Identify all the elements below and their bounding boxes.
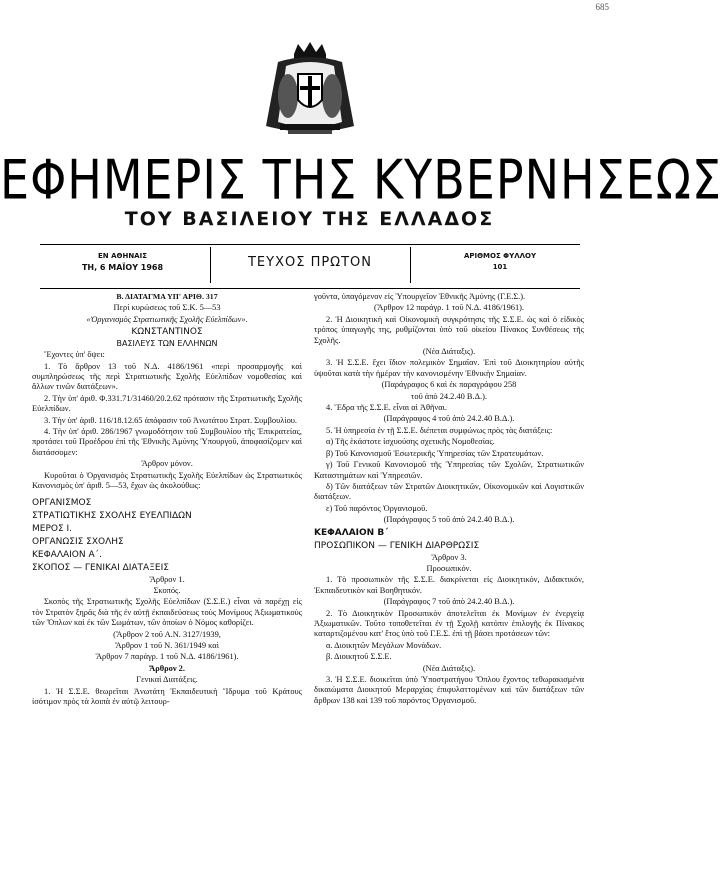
continued-text: γοῦντα, ὑπαγόμενον εἰς Ὑπουργεῖον Ἐθνικῆς Ἀμύνης (Γ.Ε.Σ.).	[314, 292, 526, 301]
article-1-text: Σκοπὸς τῆς Στρατιωτικῆς Σχολῆς Εὐελπίδων (Σ.Σ.Ε.) εἶναι νὰ παρέχῃ εἰς τὸν Στρατὸν ξηρᾶς διὰ τῆς ἐν αὐτῇ ἐκπαιδεύσεως τοὺς Μονίμους Ἀξιωματικοὺς τῶν Ὅπλων καὶ ἐκ τῶν Σωμάτων, τῶν ὁποίων ὁ Νόμος καθορίζει.	[32, 597, 302, 628]
preamble-item-1: 1. Τὸ ἄρθρον 13 τοῦ Ν.Δ. 4186/1961 «περὶ προσαρμογῆς καὶ συμπληρώσεως τῆς περὶ Στρατιωτικῆς Σχολῆς Εὐελπίδων νομοθεσίας καὶ ἄλλων τινῶν διατάξεων».	[32, 361, 302, 392]
chapter-subheading: ΣΚΟΠΟΣ — ΓΕΝΙΚΑΙ ΔΙΑΤΑΞΕΙΣ	[32, 562, 169, 573]
preamble-having: Ἔχοντες ὑπ' ὄψει:	[44, 350, 105, 360]
info-divider	[210, 247, 211, 283]
issue-date: ΤΗ, 6 ΜΑΪΟΥ 1968	[81, 263, 164, 272]
decree-number: Β. ΔΙΑΤΑΓΜΑ ΥΠ' ΑΡΙΘ. 317	[116, 292, 218, 301]
article-3-heading: Ἄρθρον 3.	[431, 552, 467, 562]
new-provision-note: (Νέα Διάταξις).	[422, 663, 476, 673]
reference: (Ἄρθρον 2 τοῦ Α.Ν. 3127/1939,	[113, 629, 221, 639]
king-name: ΚΩΝΣΤΑΝΤΙΝΟΣ	[131, 327, 203, 338]
info-divider	[410, 247, 411, 283]
reference: τοῦ ἀπὸ 24.2.40 Β.Δ.).	[411, 391, 487, 401]
left-column	[32, 292, 302, 708]
preamble-item-4: 4. Τὴν ὑπ' ἀριθ. 286/1967 γνωμοδότησιν τοῦ Συμβουλίου τῆς Ἐπικρατείας, προτάσει τοῦ Προέδρου ἐπὶ τῆς Ἐθνικῆς Ἀμύνης Ὑπουργοῦ, ἀποφασίζομεν καὶ διατάσσομεν:	[32, 427, 302, 457]
list-item: δ) Τῶν διατάξεων τῶν Στρατῶν Διοικητικῶν, Οἰκονομικῶν καὶ Λογιστικῶν διατάξεων.	[314, 481, 584, 502]
part-heading: ΜΕΡΟΣ Ι.	[32, 523, 73, 534]
decree-about: Περί κυρώσεως τοῦ Σ.Κ. 5—53	[113, 303, 221, 313]
reference: (Παράγραφος 7 τοῦ ἀπὸ 24.2.40 Β.Δ.).	[383, 597, 515, 607]
list-item: β. Διοικητοῦ Σ.Σ.Ε.	[326, 652, 392, 662]
article-3-subheading: Προσωπικόν.	[426, 563, 472, 573]
gazette-subtitle: ΤΟΥ ΒΑΣΙΛΕΙΟΥ ΤΗΣ ΕΛΛΑΔΟΣ	[124, 208, 495, 230]
sheet-number-block	[420, 251, 580, 273]
new-provision-note: (Νέα Διάταξις).	[422, 347, 476, 357]
article-only-heading: Ἄρθρον μόνον.	[141, 459, 193, 469]
royal-coat-of-arms-emblem	[258, 40, 362, 140]
list-item: β) Τοῦ Κανονισμοῦ Ἐσωτερικῆς Ὑπηρεσίας τῶν Στρατευμάτων.	[326, 448, 544, 458]
reference: (Ἄρθρον 12 παράγρ. 1 τοῦ Ν.Δ. 4186/1961).	[373, 303, 525, 313]
organization-heading: ΟΡΓΑΝΙΣΜΟΣ	[32, 497, 92, 508]
article-2-paragraph-5: 5. Ἡ ὑπηρεσία ἐν τῇ Σ.Σ.Ε. διέπεται συμφώνως πρὸς τὰς διατάξεις:	[326, 425, 553, 435]
list-item: ε) Τοῦ παρόντος Ὀργανισμοῦ.	[326, 503, 428, 513]
page-number: 685	[595, 2, 609, 12]
issue-place: ΕΝ ΑΘΗΝΑΙΣ	[98, 252, 147, 260]
article-2-paragraph-2: 2. Ἡ Διοικητικὴ καὶ Οἰκονομικὴ συγκρότησις τῆς Σ.Σ.Ε. ὡς καὶ ὁ εἰδικὸς τρόπος ὑπαγωγῆς της, ρυθμίζονται ὑπὸ τοῦ οἰκείου Πίνακος Συνθέσεως τῆς Σχολῆς.	[314, 314, 584, 345]
ratification-text: Κυροῦται ὁ Ὀργανισμὸς Στρατιωτικῆς Σχολῆς Εὐελπίδων ὡς Στρατιωτικὸς Κανονισμὸς ὑπ' ἀριθ. 5—53, ἔχων ὡς ἀκολούθως:	[32, 470, 302, 491]
reference: (Παράγραφος 5 τοῦ ἀπὸ 24.2.40 Β.Δ.).	[383, 515, 515, 525]
article-2-paragraph-4: 4. Ἕδρα τῆς Σ.Σ.Ε. εἶναι αἱ Ἀθῆναι.	[326, 403, 447, 413]
king-title: ΒΑΣΙΛΕΥΣ ΤΩΝ ΕΛΛΗΝΩΝ	[116, 339, 218, 349]
list-item: α. Διοικητῶν Μεγάλων Μονάδων.	[326, 640, 442, 650]
list-item: γ) Τοῦ Γενικοῦ Κανονισμοῦ τῆς Ὑπηρεσίας τῶν Σχολῶν, Στρατιωτικῶν Καταστημάτων καὶ Ὑπηρεσιῶν.	[314, 460, 584, 480]
article-3-paragraph-1: 1. Τὸ προσωπικὸν τῆς Σ.Σ.Ε. διακρίνεται εἰς Διοικητικόν, Διδακτικόν, Ἐκπαιδευτικὸν καὶ Βοηθητικόν.	[314, 575, 584, 595]
reference: Ἄρθρον 7 παράγρ. 1 τοῦ Ν.Δ. 4186/1961).	[95, 652, 239, 662]
list-item: α) Τῆς ἑκάστοτε ἰσχυούσης σχετικῆς Νομοθεσίας.	[326, 437, 495, 447]
sheet-number: 101	[492, 263, 508, 271]
article-2-paragraph-3: 3. Ἡ Σ.Σ.Ε. ἔχει ἴδιον πολεμικὸν Σημαῖαν. Ἐπὶ τοῦ Διοικητηρίου αὐτῆς ὑψοῦται κατὰ τὴν ἡμέραν τὴν κανονισμένην Ἐθνικὴν Σημαίαν.	[314, 358, 584, 378]
organization-subheading: ΣΤΡΑΤΙΩΤΙΚΗΣ ΣΧΟΛΗΣ ΕΥΕΛΠΙΔΩΝ	[32, 510, 192, 521]
header-rule	[40, 288, 580, 289]
reference: (Παράγραφος 6 καὶ ἐκ παραγράφου 258	[381, 380, 517, 390]
right-column	[314, 292, 584, 707]
article-3-paragraph-2: 2. Τὸ Διοικητικὸν Προσωπικὸν ἀποτελεῖται ἐκ Μονίμων ἐν ἐνεργείᾳ Ἀξιωματικῶν. Τοῦτο τοποθετεῖται ἐν τῇ Σχολῇ κατόπιν ἐπιλογῆς ἐκ Πίνακος καταρτιζομένου κατ' ἔτος ὑπὸ τοῦ Γ.Ε.Σ. ἐπὶ τῇ βάσει προτάσεων τῶν:	[314, 608, 584, 639]
article-2-text: 1. Ἡ Σ.Σ.Ε. θεωρεῖται Ἀνωτάτη Ἐκπαιδευτικὴ Ἵδρυμα τοῦ Κράτους ἰσότιμον πρὸς τὰ λοιπὰ ἐν αὐτῷ λειτουρ-	[32, 686, 302, 706]
article-2-subheading: Γενικαὶ Διατάξεις.	[136, 675, 198, 685]
preamble-item-2: 2. Τὴν ὑπ' ἀριθ. Φ.331.71/31460/20.2.62 πρότασιν τῆς Στρατιωτικῆς Σχολῆς Εὐελπίδων.	[32, 393, 302, 414]
article-3-paragraph-3: 3. Ἡ Σ.Σ.Ε. διοικεῖται ὑπὸ Ὑποστρατήγου Ὅπλου ἔχοντος τεθωρακισμένα δικαιώματα Διοικητοῦ Μεραρχίας ἐπιφυλαττομένων καὶ τῶν διατάξεων τῶν ἄρθρων 138 καὶ 139 τοῦ παρόντος Ὀργανισμοῦ.	[314, 675, 584, 705]
article-1-subheading: Σκοπός.	[153, 585, 181, 595]
chapter-heading: ΚΕΦΑΛΑΙΟΝ Β΄	[314, 527, 389, 538]
article-2-heading: Ἄρθρον 2.	[149, 663, 185, 673]
gazette-title: ΕΦΗΜΕΡΙΣ ΤΗΣ ΚΥΒΕΡΝΗΣΕΩΣ	[0, 148, 722, 212]
issue-date-block	[40, 251, 205, 273]
part-subheading: ΟΡΓΑΝΩΣΙΣ ΣΧΟΛΗΣ	[32, 536, 124, 547]
article-1-heading: Ἄρθρον 1.	[149, 574, 185, 584]
chapter-subheading: ΠΡΟΣΩΠΙΚΟΝ — ΓΕΝΙΚΗ ΔΙΑΡΘΡΩΣΙΣ	[314, 540, 480, 551]
sheet-number-label: ΑΡΙΘΜΟΣ ΦΥΛΛΟΥ	[463, 252, 537, 260]
issue-info-bar	[40, 244, 580, 287]
issue-part: ΤΕΥΧΟΣ ΠΡΩΤΟΝ	[247, 255, 373, 270]
reference: (Παράγραφος 4 τοῦ ἀπὸ 24.2.40 Β.Δ.).	[383, 414, 515, 424]
chapter-heading: ΚΕΦΑΛΑΙΟΝ Α΄.	[32, 549, 102, 560]
decree-about-title: «Ὀργανισμὸς Στρατιωτικῆς Σχολῆς Εὐελπίδων».	[86, 314, 248, 324]
preamble-item-3: 3. Τὴν ὑπ' ἀριθ. 116/18.12.65 ἀπόφασιν τοῦ Ἀνωτάτου Στρατ. Συμβουλίου.	[44, 415, 297, 425]
reference: Ἄρθρον 1 τοῦ Ν. 361/1949 καὶ	[115, 640, 219, 650]
